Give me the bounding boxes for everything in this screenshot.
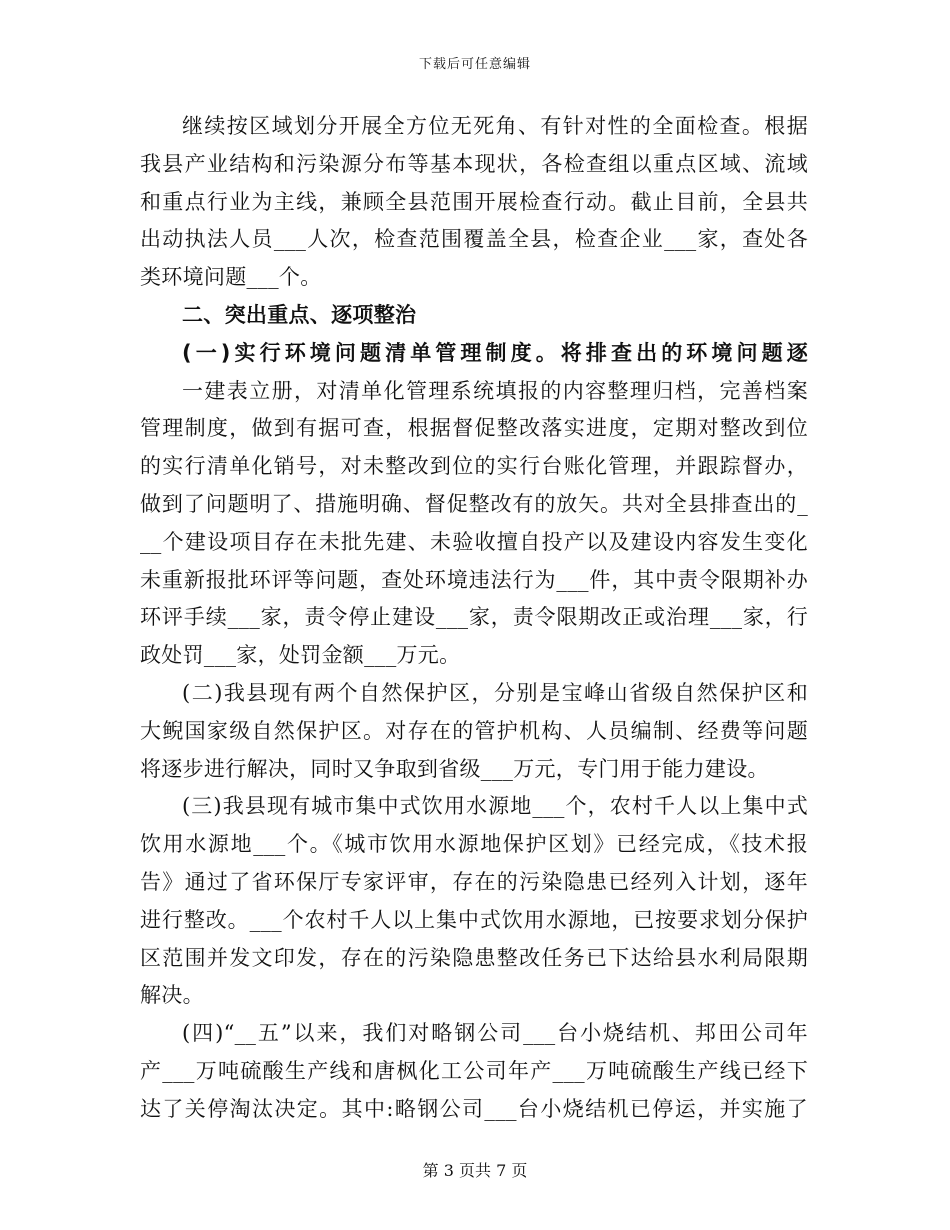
section-heading-text: 二、突出重点、逐项整治 [182, 302, 417, 327]
text-line: 环评手续___家，责令停止建设___家，责令限期改正或治理___家，行 [140, 605, 808, 630]
page-footer: 第 3 页共 7 页 [422, 1161, 528, 1180]
text-line: 一建表立册，对清单化管理系统填报的内容整理归档，完善档案 [182, 378, 808, 403]
text-line: 管理制度，做到有据可查，根据督促整改落实进度，定期对整改到位 [140, 416, 808, 441]
document-body [140, 108, 808, 1129]
paragraph-item-3 [140, 788, 808, 1015]
page-header: 下载后可任意编辑 [418, 57, 531, 72]
text-line: 未重新报批环评等问题，查处环境违法行为___件，其中责令限期补办 [140, 567, 808, 592]
text-line: 政处罚___家，处罚金额___万元。 [140, 643, 461, 668]
text-line: (二)我县现有两个自然保护区，分别是宝峰山省级自然保护区和 [182, 680, 808, 705]
text-line: 我县产业结构和污染源分布等基本现状，各检查组以重点区域、流域 [140, 151, 808, 176]
text-line: 做到了问题明了、措施明确、督促整改有的放矢。共对全县排查出的_ [140, 491, 808, 516]
text-line: 饮用水源地___个。《城市饮用水源地保护区划》已经完成，《技术报 [140, 832, 808, 857]
text-line: 区范围并发文印发，存在的污染隐患整改任务已下达给县水利局限期 [140, 945, 808, 970]
text-line: 和重点行业为主线，兼顾全县范围开展检查行动。截止目前，全县共 [140, 189, 808, 214]
text-line: 继续按区域划分开展全方位无死角、有针对性的全面检查。根据 [182, 114, 808, 138]
text-line: 类环境问题___个。 [140, 265, 322, 290]
text-line: 解决。 [140, 983, 204, 1008]
paragraph-inspection [140, 108, 808, 297]
paragraph-item-2 [140, 675, 808, 788]
text-line: 进行整改。___个农村千人以上集中式饮用水源地，已按要求划分保护 [140, 907, 808, 932]
text-line: 产___万吨硫酸生产线和唐枫化工公司年产___万吨硫酸生产线已经下 [140, 1058, 808, 1083]
paragraph-item-4 [140, 1015, 808, 1128]
text-line: 将逐步进行解决，同时又争取到省级___万元，专门用于能力建设。 [140, 756, 769, 781]
text-line: 告》通过了省环保厅专家评审，存在的污染隐患已经列入计划，逐年 [140, 869, 808, 894]
text-line: 达了关停淘汰决定。其中:略钢公司___台小烧结机已停运，并实施了 [140, 1096, 808, 1121]
text-line: 出动执法人员___人次，检查范围覆盖全县，检查企业___家，查处各 [140, 227, 808, 252]
text-line: 大鲵国家级自然保护区。对存在的管护机构、人员编制、经费等问题 [140, 718, 808, 743]
text-line: 的实行清单化销号，对未整改到位的实行台账化管理，并跟踪督办， [140, 454, 808, 479]
section-heading [140, 297, 808, 335]
text-line: __个建设项目存在未批先建、未验收擅自投产以及建设内容发生变化 [140, 529, 808, 554]
subheading-text: (一)实行环境问题清单管理制度。将排查出的环境问题逐 [182, 340, 808, 365]
paragraph-item-1 [140, 335, 808, 675]
text-line: (三)我县现有城市集中式饮用水源地___个，农村千人以上集中式 [182, 794, 808, 819]
text-line: (四)“__五”以来，我们对略钢公司___台小烧结机、邦田公司年 [182, 1021, 808, 1046]
